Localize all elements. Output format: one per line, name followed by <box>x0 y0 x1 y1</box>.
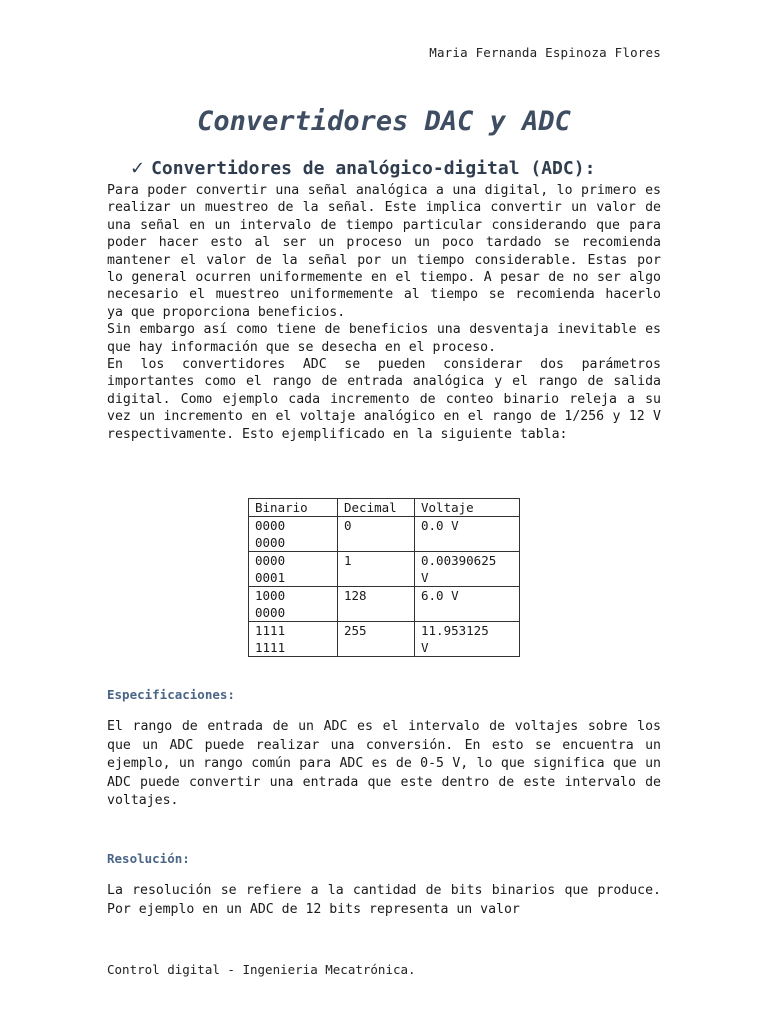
intro-paragraph: Para poder convertir una señal analógica a una digital, lo primero es realizar un muestreo de la señal. Este implica convertir un valor de una señal en un intervalo de tiempo particular considerando que para poder hacer esto al ser un proceso un poco tardado se recomienda mantener el valor de la señal por un tiempo considerable. Estas por lo general ocurren uniformemente en el tiempo. A pesar de no ser algo necesario el muestreo uniformemente al tiempo se recomienda hacerlo ya que proporciona beneficios. <box>107 183 661 320</box>
column-header-binario: Binario <box>249 499 338 517</box>
specifications-heading: Especificaciones: <box>107 687 235 702</box>
cell-voltaje: 6.0 V <box>415 587 520 622</box>
cell-voltaje: 0.00390625 V <box>415 552 520 587</box>
cell-binario: 1000 0000 <box>249 587 338 622</box>
page-title: Convertidores DAC y ADC <box>197 106 571 137</box>
table-row <box>249 622 520 657</box>
table-row <box>249 517 520 552</box>
intro-text <box>107 182 661 443</box>
column-header-decimal: Decimal <box>338 499 415 517</box>
conversion-table <box>248 498 520 657</box>
table-row <box>249 587 520 622</box>
specifications-text: El rango de entrada de un ADC es el intervalo de voltajes sobre los que un ADC puede realizar una conversión. En esto se encuentra un ejemplo, un rango común para ADC es de 0-5 V, lo que significa que un ADC puede convertir una entrada que este dentro de este intervalo de voltajes. <box>107 719 661 809</box>
cell-decimal: 1 <box>338 552 415 587</box>
intro-paragraph: En los convertidores ADC se pueden considerar dos parámetros importantes como el rango de entrada analógica y el rango de salida digital. Como ejemplo cada incremento de conteo binario releja a su vez un incremento en el voltaje analógico en el rango de 1/256 y 12 V respectivamente. Esto ejemplificado en la siguiente tabla: <box>107 357 661 442</box>
cell-decimal: 0 <box>338 517 415 552</box>
cell-binario: 0000 0001 <box>249 552 338 587</box>
checkmark-icon: ✓ <box>130 158 146 179</box>
section-heading <box>130 158 595 179</box>
cell-decimal: 128 <box>338 587 415 622</box>
header-author: Maria Fernanda Espinoza Flores <box>429 45 661 60</box>
cell-voltaje: 0.0 V <box>415 517 520 552</box>
resolution-text: La resolución se refiere a la cantidad de bits binarios que produce. Por ejemplo en un ADC de 12 bits representa un valor <box>107 883 661 917</box>
cell-voltaje: 11.953125 V <box>415 622 520 657</box>
cell-decimal: 255 <box>338 622 415 657</box>
cell-binario: 0000 0000 <box>249 517 338 552</box>
column-header-voltaje: Voltaje <box>415 499 520 517</box>
intro-paragraph: Sin embargo así como tiene de beneficios una desventaja inevitable es que hay información que se desecha en el proceso. <box>107 322 661 355</box>
table-row <box>249 552 520 587</box>
page-footer: Control digital - Ingenieria Mecatrónica. <box>107 962 416 977</box>
resolution-heading: Resolución: <box>107 851 190 866</box>
cell-binario: 1111 1111 <box>249 622 338 657</box>
table-header-row <box>249 499 520 517</box>
section-heading-text: Convertidores de analógico-digital (ADC): <box>151 158 596 179</box>
